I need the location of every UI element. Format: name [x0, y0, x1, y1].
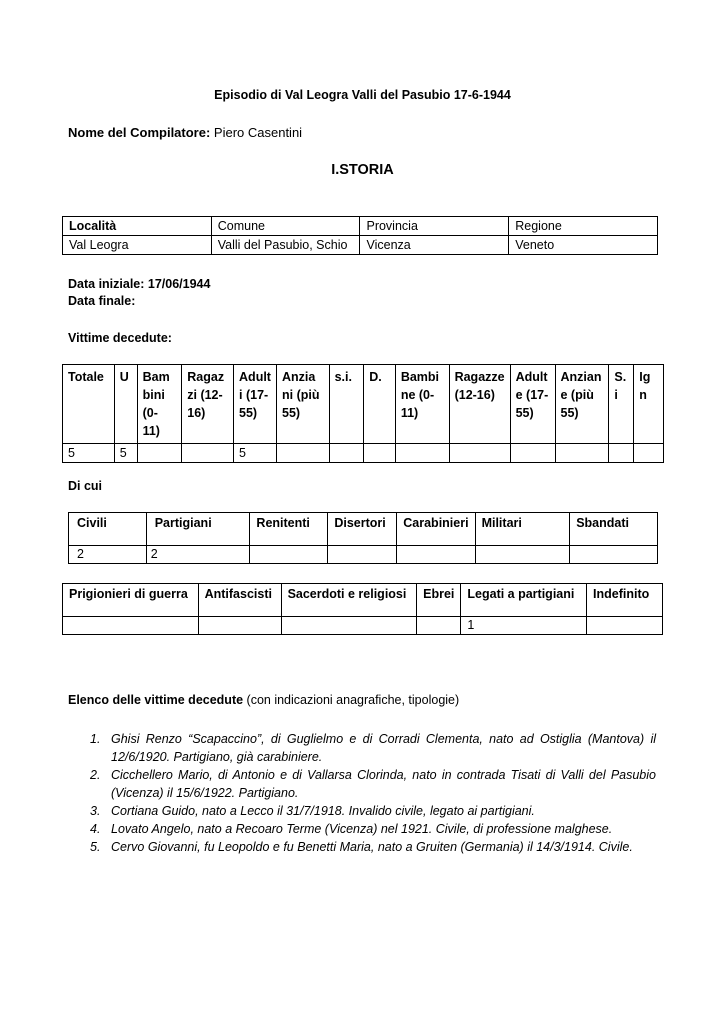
elenco-title — [68, 693, 459, 707]
list-item — [68, 766, 656, 802]
list-item-text: Cicchellero Mario, di Antonio e di Vallarsa Clorinda, nato in contrada Tisati di Valli del Pasubio (Vicenza) il 15/6/1922. Partigiano. — [111, 768, 656, 800]
location-value-cell: Val Leogra — [63, 236, 212, 255]
list-item-text: Lovato Angelo, nato a Recoaro Terme (Vicenza) nel 1921. Civile, di professione malghese. — [111, 822, 613, 836]
di-cui-2-header-cell: Sacerdoti e religiosi — [281, 584, 417, 617]
victims-value-cell — [634, 444, 664, 463]
victims-value-cell — [449, 444, 510, 463]
victims-value-cell: 5 — [234, 444, 277, 463]
list-item — [68, 838, 656, 856]
victims-value-row — [63, 444, 664, 463]
di-cui-header-cell: Civili — [69, 513, 147, 546]
compiler-name: Piero Casentini — [210, 125, 303, 140]
di-cui-value-cell — [570, 546, 658, 564]
location-header-cell: Località — [63, 217, 212, 236]
victims-header-cell: Adult i (17- 55) — [234, 365, 277, 444]
di-cui-header-cell: Partigiani — [146, 513, 250, 546]
di-cui-value-cell — [475, 546, 570, 564]
victims-header-cell: Anzian e (più 55) — [555, 365, 609, 444]
victims-header-cell: Ragazze (12-16) — [449, 365, 510, 444]
document-title: Episodio di Val Leogra Valli del Pasubio 17-6-1944 — [214, 88, 511, 102]
victims-value-cell: 5 — [63, 444, 115, 463]
di-cui-header-cell: Renitenti — [250, 513, 328, 546]
elenco-title-bold: Elenco delle vittime decedute — [68, 693, 244, 707]
di-cui-2-value-cell — [63, 617, 199, 635]
di-cui-value-row — [69, 546, 658, 564]
di-cui-2-value-cell — [281, 617, 417, 635]
victims-header-cell: Bambi ne (0- 11) — [395, 365, 449, 444]
list-number: 5. — [90, 840, 101, 854]
di-cui-2-header-cell: Ebrei — [417, 584, 461, 617]
di-cui-2-value-row — [63, 617, 663, 635]
di-cui-title: Di cui — [68, 479, 103, 493]
compiler-line — [68, 125, 302, 140]
di-cui-header-cell: Carabinieri — [397, 513, 475, 546]
victims-table — [62, 364, 664, 463]
location-header-row — [63, 217, 658, 236]
victims-value-cell — [395, 444, 449, 463]
list-number: 3. — [90, 804, 101, 818]
elenco-title-rest: (con indicazioni anagrafiche, tipologie) — [243, 693, 460, 707]
di-cui-header-cell: Sbandati — [570, 513, 658, 546]
di-cui-2-header-cell: Antifascisti — [198, 584, 281, 617]
victims-value-cell — [364, 444, 396, 463]
location-value-cell: Veneto — [509, 236, 658, 255]
location-table — [62, 216, 658, 255]
di-cui-2-value-cell: 1 — [461, 617, 587, 635]
victims-value-cell — [137, 444, 182, 463]
di-cui-2-value-cell — [587, 617, 663, 635]
list-number: 4. — [90, 822, 101, 836]
victims-header-cell: S. i — [609, 365, 634, 444]
victims-value-cell — [555, 444, 609, 463]
victims-header-cell: Ragaz zi (12- 16) — [182, 365, 234, 444]
section-title: I.STORIA — [331, 162, 394, 178]
victims-header-cell: Ig n — [634, 365, 664, 444]
victims-header-cell: s.i. — [329, 365, 364, 444]
victims-value-cell — [609, 444, 634, 463]
di-cui-2-header-cell: Legati a partigiani — [461, 584, 587, 617]
list-item — [68, 802, 656, 820]
victims-header-cell: D. — [364, 365, 396, 444]
location-header-cell: Comune — [211, 217, 360, 236]
di-cui-2-header-cell: Indefinito — [587, 584, 663, 617]
di-cui-2-value-cell — [198, 617, 281, 635]
victims-value-cell — [329, 444, 364, 463]
location-header-cell: Regione — [509, 217, 658, 236]
victims-header-cell: Totale — [63, 365, 115, 444]
location-value-row — [63, 236, 658, 255]
victims-header-row — [63, 365, 664, 444]
location-value-cell: Vicenza — [360, 236, 509, 255]
victims-value-cell — [182, 444, 234, 463]
di-cui-2-header-cell: Prigionieri di guerra — [63, 584, 199, 617]
victims-header-cell: Bam bini (0- 11) — [137, 365, 182, 444]
start-date: Data iniziale: 17/06/1944 — [68, 277, 211, 291]
di-cui-table-2 — [62, 583, 663, 635]
list-item — [68, 730, 656, 766]
victims-value-cell — [277, 444, 330, 463]
list-number: 1. — [90, 732, 101, 746]
victims-value-cell — [510, 444, 555, 463]
victims-header-cell: U — [114, 365, 137, 444]
list-item-text: Cervo Giovanni, fu Leopoldo e fu Benetti Maria, nato a Gruiten (Germania) il 14/3/1914. Civile. — [111, 840, 633, 854]
di-cui-header-cell: Militari — [475, 513, 570, 546]
di-cui-header-cell: Disertori — [328, 513, 397, 546]
victim-list — [68, 730, 656, 856]
compiler-label: Nome del Compilatore: — [68, 125, 211, 140]
di-cui-value-cell — [250, 546, 328, 564]
di-cui-value-cell — [397, 546, 475, 564]
victims-header-cell: Adult e (17- 55) — [510, 365, 555, 444]
victims-value-cell: 5 — [114, 444, 137, 463]
location-header-cell: Provincia — [360, 217, 509, 236]
list-number: 2. — [90, 768, 101, 782]
di-cui-value-cell: 2 — [69, 546, 147, 564]
di-cui-value-cell — [328, 546, 397, 564]
di-cui-value-cell: 2 — [146, 546, 250, 564]
location-value-cell: Valli del Pasubio, Schio — [211, 236, 360, 255]
end-date: Data finale: — [68, 294, 136, 308]
di-cui-2-header-row — [63, 584, 663, 617]
di-cui-header-row — [69, 513, 658, 546]
list-item-text: Ghisi Renzo “Scapaccino”, di Guglielmo e di Corradi Clementa, nato ad Ostiglia (Mantova) il 12/6/1920. Partigiano, già carabiniere. — [111, 732, 656, 764]
dates-block — [68, 276, 210, 310]
list-item — [68, 820, 656, 838]
di-cui-2-value-cell — [417, 617, 461, 635]
di-cui-table-1 — [68, 512, 658, 564]
victims-header-cell: Anzia ni (più 55) — [277, 365, 330, 444]
victims-title: Vittime decedute: — [68, 331, 172, 345]
list-item-text: Cortiana Guido, nato a Lecco il 31/7/1918. Invalido civile, legato ai partigiani. — [111, 804, 535, 818]
